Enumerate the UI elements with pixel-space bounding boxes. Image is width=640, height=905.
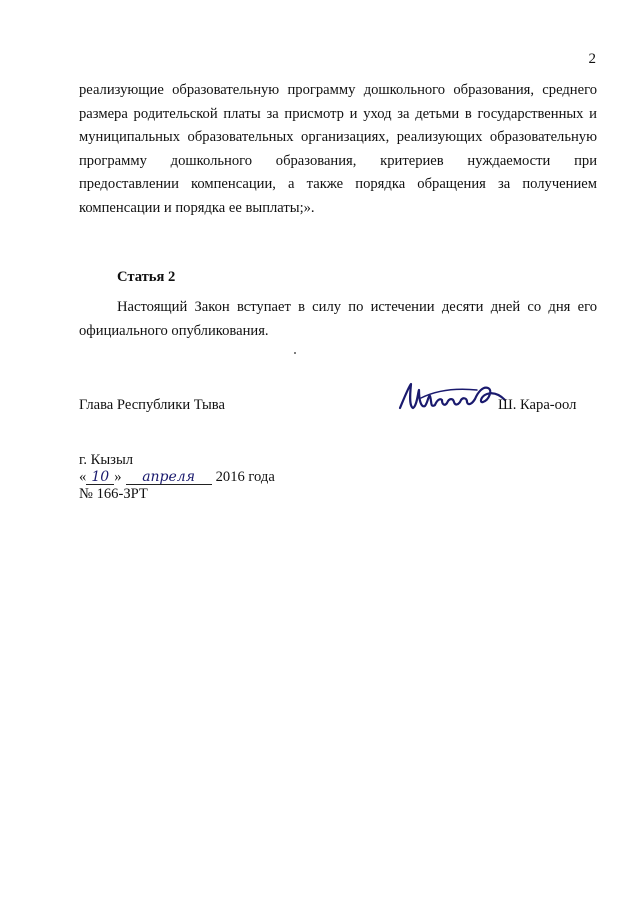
article-title: Статья 2 bbox=[117, 269, 176, 285]
year: 2016 года bbox=[215, 469, 275, 485]
law-number: № 166-ЗРТ bbox=[79, 486, 148, 502]
signatory-position: Глава Республики Тыва bbox=[79, 397, 225, 413]
handwritten-month: апреля bbox=[126, 470, 212, 485]
article-text: Настоящий Закон вступает в силу по истечении десяти дней со дня его официального опубликования. bbox=[79, 299, 597, 339]
body-text bbox=[79, 79, 597, 221]
close-quote: » bbox=[114, 469, 122, 485]
stray-dot bbox=[294, 352, 296, 354]
handwritten-day: 10 bbox=[86, 470, 114, 485]
city: г. Кызыл bbox=[79, 452, 134, 468]
page-number: 2 bbox=[588, 51, 596, 67]
open-quote: « bbox=[79, 469, 87, 485]
paragraph-continuation: реализующие образовательную программу дошкольного образования, среднего размера родительской платы за присмотр и уход за детьми в государственных и муниципальных образовательных организациях, реализующих образовательную программу дошкольного образования, критериев нуждаемости при предоставлении компенсации, а также порядка обращения за получением компенсации и порядка ее выплаты;». bbox=[79, 82, 597, 216]
signing-date bbox=[79, 469, 275, 486]
signatory-name: Ш. Кара-оол bbox=[498, 397, 577, 413]
